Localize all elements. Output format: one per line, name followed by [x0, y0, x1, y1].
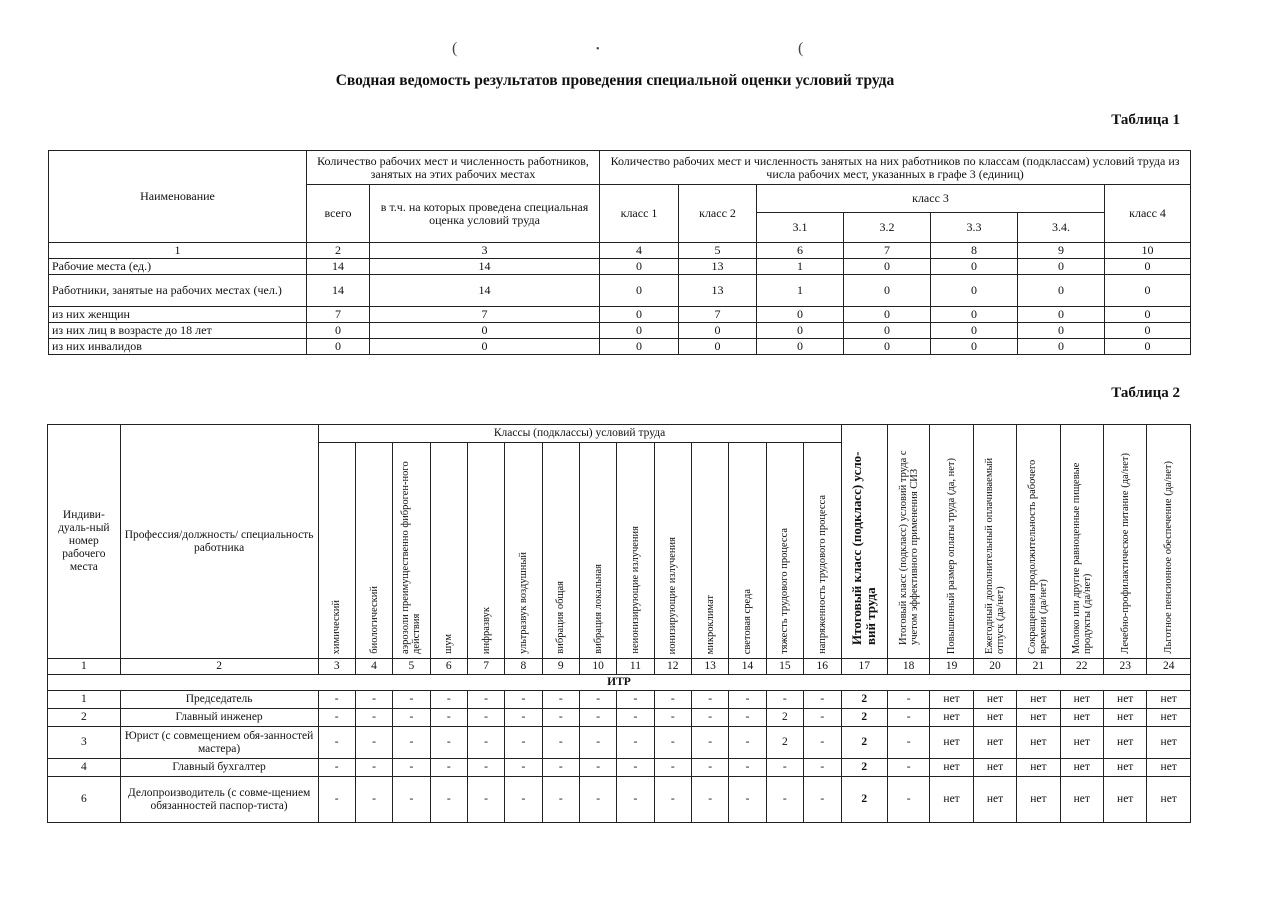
factor-header-label: ионизирующие излучения	[667, 536, 679, 654]
row-value: 0	[931, 307, 1018, 323]
column-number: 10	[579, 659, 616, 675]
factor-class: -	[617, 759, 654, 777]
row-value: 14	[370, 275, 600, 307]
guarantee-value: нет	[1017, 727, 1060, 759]
factor-class: -	[542, 759, 579, 777]
factor-class: -	[729, 691, 766, 709]
factor-header	[505, 443, 542, 659]
table-row	[48, 759, 1191, 777]
header-classes: Количество рабочих мест и численность занятых на них работников по классам (подклассам) условий труда из числа рабочих мест, указанных в графе 3 (единиц)	[600, 151, 1191, 185]
guarantee-header	[973, 425, 1016, 659]
factor-header-label: химический	[331, 599, 343, 654]
header-total: всего	[307, 185, 370, 243]
guarantee-value: нет	[1017, 777, 1060, 823]
guarantee-header	[1147, 425, 1191, 659]
workplace-number: 3	[48, 727, 121, 759]
column-number: 17	[841, 659, 887, 675]
column-number: 23	[1104, 659, 1147, 675]
row-value: 0	[931, 339, 1018, 355]
factor-header	[355, 443, 392, 659]
row-value: 0	[757, 323, 844, 339]
guarantee-header-label: Ежегодный дополнительный оплачиваемый отпуск (да/нет)	[983, 457, 1006, 654]
factor-class: -	[579, 727, 616, 759]
section-header: ИТР	[48, 675, 1191, 691]
factor-class: -	[355, 727, 392, 759]
factor-header	[729, 443, 766, 659]
column-number: 6	[757, 243, 844, 259]
row-name: Работники, занятые на рабочих местах (чел.)	[49, 275, 307, 307]
column-number: 2	[120, 659, 318, 675]
table1-label: Таблица 1	[1111, 112, 1180, 128]
factor-header-label: инфразвук	[480, 606, 492, 654]
guarantee-header-label: Молоко или другие равноценные пищевые продукты (да/нет)	[1070, 462, 1093, 654]
column-number: 22	[1060, 659, 1103, 675]
row-value: 0	[1105, 323, 1191, 339]
factor-class: -	[393, 709, 430, 727]
guarantee-value: нет	[1017, 759, 1060, 777]
header-3-3: 3.3	[931, 213, 1018, 243]
header-assessed: в т.ч. на которых проведена специальная оценка условий труда	[370, 185, 600, 243]
factor-class: -	[505, 777, 542, 823]
factor-class: -	[654, 727, 691, 759]
factor-class: -	[467, 709, 504, 727]
factor-class: -	[467, 759, 504, 777]
factor-class: -	[318, 759, 355, 777]
factor-class: -	[505, 759, 542, 777]
guarantee-value: нет	[1060, 709, 1103, 727]
factor-header-label: неионизирующие излучения	[629, 526, 641, 654]
guarantee-header-label: Лечебно-профилактическое питание (да/нет)	[1119, 453, 1131, 654]
final-class-siz: -	[887, 759, 929, 777]
scan-mark: (	[452, 40, 458, 57]
header-final-class-siz: Итоговый класс (подкласс) условий труда с учетом эффективного применения СИЗ	[887, 425, 929, 659]
final-class: 2	[841, 759, 887, 777]
factor-header	[318, 443, 355, 659]
factor-header	[579, 443, 616, 659]
final-class: 2	[841, 727, 887, 759]
factor-class: -	[393, 759, 430, 777]
guarantee-header	[930, 425, 973, 659]
header-3-2: 3.2	[844, 213, 931, 243]
row-value: 0	[757, 307, 844, 323]
column-number: 7	[844, 243, 931, 259]
guarantee-value: нет	[1104, 777, 1147, 823]
factor-class: -	[467, 727, 504, 759]
factor-class: -	[729, 759, 766, 777]
row-value: 13	[679, 275, 757, 307]
factor-class: -	[729, 709, 766, 727]
factor-class: -	[617, 777, 654, 823]
factor-class: -	[430, 709, 467, 727]
factor-header-label: напряженность трудового процесса	[816, 495, 828, 654]
factor-class: -	[617, 727, 654, 759]
table-row	[48, 777, 1191, 823]
factor-class: 2	[766, 709, 803, 727]
guarantee-value: нет	[1060, 727, 1103, 759]
factor-class: -	[505, 727, 542, 759]
guarantee-value: нет	[930, 759, 973, 777]
row-value: 13	[679, 259, 757, 275]
table-row	[48, 691, 1191, 709]
row-value: 0	[1018, 259, 1105, 275]
summary-table	[48, 150, 1191, 355]
row-value: 0	[1018, 275, 1105, 307]
profession: Главный инженер	[120, 709, 318, 727]
factor-class: -	[430, 727, 467, 759]
row-name: из них женщин	[49, 307, 307, 323]
header-condition-classes: Классы (подклассы) условий труда	[318, 425, 841, 443]
factor-class: -	[654, 709, 691, 727]
guarantee-value: нет	[930, 777, 973, 823]
row-value: 0	[844, 259, 931, 275]
row-value: 0	[370, 323, 600, 339]
row-value: 0	[1105, 307, 1191, 323]
factor-class: -	[430, 759, 467, 777]
factor-class: -	[393, 691, 430, 709]
row-value: 7	[679, 307, 757, 323]
factor-header	[542, 443, 579, 659]
factor-header-label: тяжесть трудового процесса	[779, 528, 791, 654]
workplace-number: 6	[48, 777, 121, 823]
guarantee-value: нет	[1104, 759, 1147, 777]
factor-class: -	[393, 727, 430, 759]
row-value: 0	[600, 339, 679, 355]
column-number: 11	[617, 659, 654, 675]
row-value: 0	[1105, 275, 1191, 307]
factor-class: -	[729, 727, 766, 759]
factor-class: -	[579, 759, 616, 777]
guarantee-value: нет	[1017, 709, 1060, 727]
factor-class: -	[654, 691, 691, 709]
guarantee-value: нет	[973, 759, 1016, 777]
factor-class: -	[617, 691, 654, 709]
column-number: 8	[505, 659, 542, 675]
column-number: 14	[729, 659, 766, 675]
guarantee-value: нет	[1147, 709, 1191, 727]
scan-mark: •	[596, 44, 600, 55]
factor-class: 2	[766, 727, 803, 759]
row-value: 0	[600, 323, 679, 339]
factor-class: -	[430, 777, 467, 823]
row-value: 0	[844, 307, 931, 323]
factor-class: -	[542, 727, 579, 759]
row-value: 0	[600, 259, 679, 275]
factor-class: -	[355, 777, 392, 823]
final-class: 2	[841, 777, 887, 823]
column-number: 16	[804, 659, 842, 675]
guarantee-header	[1017, 425, 1060, 659]
factor-header-label: вибрация общая	[555, 581, 567, 654]
row-value: 0	[931, 323, 1018, 339]
column-number: 3	[370, 243, 600, 259]
row-value: 0	[307, 323, 370, 339]
guarantee-header-label: Льготное пенсионное обеспечение (да/нет)	[1163, 461, 1175, 654]
scan-mark: (	[798, 40, 804, 57]
header-3-4: 3.4.	[1018, 213, 1105, 243]
factor-class: -	[654, 777, 691, 823]
guarantee-value: нет	[930, 691, 973, 709]
factor-header-label: вибрация локальная	[592, 564, 604, 654]
row-value: 0	[600, 307, 679, 323]
final-class: 2	[841, 691, 887, 709]
factor-header	[654, 443, 691, 659]
factor-header-label: аэрозоли преимущественно фиброген-ного действия	[400, 461, 423, 654]
factor-class: -	[691, 691, 728, 709]
factor-class: -	[766, 759, 803, 777]
row-name: из них лиц в возрасте до 18 лет	[49, 323, 307, 339]
factor-class: -	[355, 691, 392, 709]
factor-class: -	[505, 691, 542, 709]
column-number: 24	[1147, 659, 1191, 675]
column-number: 8	[931, 243, 1018, 259]
profession: Главный бухгалтер	[120, 759, 318, 777]
row-value: 14	[370, 259, 600, 275]
guarantee-value: нет	[1060, 691, 1103, 709]
column-number: 6	[430, 659, 467, 675]
factor-header	[804, 443, 842, 659]
factor-header-label: микроклимат	[704, 594, 716, 654]
workplace-table	[47, 424, 1191, 823]
factor-class: -	[318, 777, 355, 823]
final-class: 2	[841, 709, 887, 727]
guarantee-value: нет	[1017, 691, 1060, 709]
header-name: Наименование	[49, 151, 307, 243]
factor-class: -	[804, 777, 842, 823]
row-value: 0	[679, 323, 757, 339]
factor-class: -	[804, 727, 842, 759]
row-value: 0	[1018, 339, 1105, 355]
workplace-number: 2	[48, 709, 121, 727]
column-number: 2	[307, 243, 370, 259]
factor-class: -	[579, 691, 616, 709]
factor-class: -	[542, 777, 579, 823]
column-number: 7	[467, 659, 504, 675]
factor-header	[467, 443, 504, 659]
factor-class: -	[318, 727, 355, 759]
factor-class: -	[691, 759, 728, 777]
guarantee-value: нет	[1147, 727, 1191, 759]
table-row	[49, 323, 1191, 339]
column-number: 15	[766, 659, 803, 675]
profession: Делопроизводитель (с совме-щением обязанностей паспор-тиста)	[120, 777, 318, 823]
guarantee-value: нет	[973, 691, 1016, 709]
final-class-siz: -	[887, 691, 929, 709]
guarantee-value: нет	[930, 709, 973, 727]
row-value: 0	[600, 275, 679, 307]
factor-class: -	[691, 777, 728, 823]
guarantee-value: нет	[973, 709, 1016, 727]
guarantee-header-label: Повышенный размер оплаты труда (да, нет)	[946, 457, 958, 654]
factor-class: -	[542, 709, 579, 727]
table-row	[48, 709, 1191, 727]
column-number: 9	[1018, 243, 1105, 259]
factor-class: -	[654, 759, 691, 777]
factor-class: -	[355, 709, 392, 727]
column-number: 9	[542, 659, 579, 675]
factor-header-label: биологический	[368, 586, 380, 654]
header-class2: класс 2	[679, 185, 757, 243]
column-number: 1	[49, 243, 307, 259]
factor-class: -	[467, 777, 504, 823]
factor-class: -	[729, 777, 766, 823]
row-value: 0	[307, 339, 370, 355]
final-class-siz: -	[887, 777, 929, 823]
row-value: 0	[370, 339, 600, 355]
factor-class: -	[542, 691, 579, 709]
factor-class: -	[355, 759, 392, 777]
document-title: Сводная ведомость результатов проведения специальной оценки условий труда	[335, 72, 895, 89]
table2-label: Таблица 2	[1111, 385, 1180, 401]
column-number: 5	[393, 659, 430, 675]
factor-class: -	[691, 709, 728, 727]
row-value: 0	[1018, 323, 1105, 339]
workplace-number: 1	[48, 691, 121, 709]
column-number: 3	[318, 659, 355, 675]
factor-class: -	[766, 777, 803, 823]
column-number: 4	[355, 659, 392, 675]
row-value: 7	[307, 307, 370, 323]
header-workplace-number: Индиви-дуаль-ный номер рабочего места	[48, 425, 121, 659]
row-value: 0	[844, 339, 931, 355]
factor-class: -	[318, 691, 355, 709]
header-final-class: Итоговый класс (подкласс) усло-вий труда	[841, 425, 887, 659]
column-number: 12	[654, 659, 691, 675]
row-value: 0	[757, 339, 844, 355]
factor-class: -	[318, 709, 355, 727]
guarantee-value: нет	[1147, 691, 1191, 709]
column-number: 4	[600, 243, 679, 259]
row-value: 0	[844, 275, 931, 307]
factor-header	[766, 443, 803, 659]
guarantee-header	[1104, 425, 1147, 659]
column-number: 1	[48, 659, 121, 675]
factor-class: -	[505, 709, 542, 727]
profession: Юрист (с совмещением обя-занностей мастера)	[120, 727, 318, 759]
guarantee-value: нет	[973, 777, 1016, 823]
row-value: 14	[307, 259, 370, 275]
row-value: 0	[679, 339, 757, 355]
row-value: 0	[1105, 259, 1191, 275]
header-class1: класс 1	[600, 185, 679, 243]
row-name: Рабочие места (ед.)	[49, 259, 307, 275]
row-value: 0	[1105, 339, 1191, 355]
factor-class: -	[804, 691, 842, 709]
row-value: 0	[1018, 307, 1105, 323]
column-number: 19	[930, 659, 973, 675]
factor-class: -	[579, 777, 616, 823]
guarantee-value: нет	[1147, 759, 1191, 777]
column-number: 5	[679, 243, 757, 259]
table-row	[49, 259, 1191, 275]
factor-header	[430, 443, 467, 659]
table-row	[49, 275, 1191, 307]
header-class3: класс 3	[757, 185, 1105, 213]
column-number: 21	[1017, 659, 1060, 675]
row-value: 1	[757, 275, 844, 307]
workplace-number: 4	[48, 759, 121, 777]
row-value: 7	[370, 307, 600, 323]
header-quantity: Количество рабочих мест и численность работников, занятых на этих рабочих местах	[307, 151, 600, 185]
factor-class: -	[617, 709, 654, 727]
guarantee-header-label: Сокращенная продолжительность рабочего времени (да/нет)	[1027, 459, 1050, 654]
factor-class: -	[393, 777, 430, 823]
row-value: 0	[844, 323, 931, 339]
header-3-1: 3.1	[757, 213, 844, 243]
guarantee-value: нет	[1060, 759, 1103, 777]
factor-class: -	[804, 709, 842, 727]
column-number: 13	[691, 659, 728, 675]
factor-class: -	[766, 691, 803, 709]
factor-header-label: световая среда	[741, 588, 753, 654]
guarantee-value: нет	[1147, 777, 1191, 823]
table-row	[49, 307, 1191, 323]
guarantee-value: нет	[1060, 777, 1103, 823]
final-class-siz: -	[887, 727, 929, 759]
header-profession: Профессия/должность/ специальность работника	[120, 425, 318, 659]
table-row	[49, 339, 1191, 355]
row-name: из них инвалидов	[49, 339, 307, 355]
guarantee-value: нет	[1104, 709, 1147, 727]
row-value: 0	[931, 275, 1018, 307]
factor-header	[393, 443, 430, 659]
header-class4: класс 4	[1105, 185, 1191, 243]
factor-class: -	[467, 691, 504, 709]
factor-header-label: ультразвук воздушный	[517, 552, 529, 654]
factor-header	[617, 443, 654, 659]
row-value: 0	[931, 259, 1018, 275]
row-value: 14	[307, 275, 370, 307]
guarantee-value: нет	[1104, 727, 1147, 759]
profession: Председатель	[120, 691, 318, 709]
row-value: 1	[757, 259, 844, 275]
factor-header-label: шум	[443, 634, 455, 654]
column-number: 18	[887, 659, 929, 675]
column-number: 20	[973, 659, 1016, 675]
factor-class: -	[579, 709, 616, 727]
guarantee-value: нет	[930, 727, 973, 759]
factor-header	[691, 443, 728, 659]
final-class-siz: -	[887, 709, 929, 727]
factor-class: -	[804, 759, 842, 777]
guarantee-value: нет	[1104, 691, 1147, 709]
factor-class: -	[430, 691, 467, 709]
guarantee-value: нет	[973, 727, 1016, 759]
column-number: 10	[1105, 243, 1191, 259]
table-row	[48, 727, 1191, 759]
guarantee-header	[1060, 425, 1103, 659]
factor-class: -	[691, 727, 728, 759]
